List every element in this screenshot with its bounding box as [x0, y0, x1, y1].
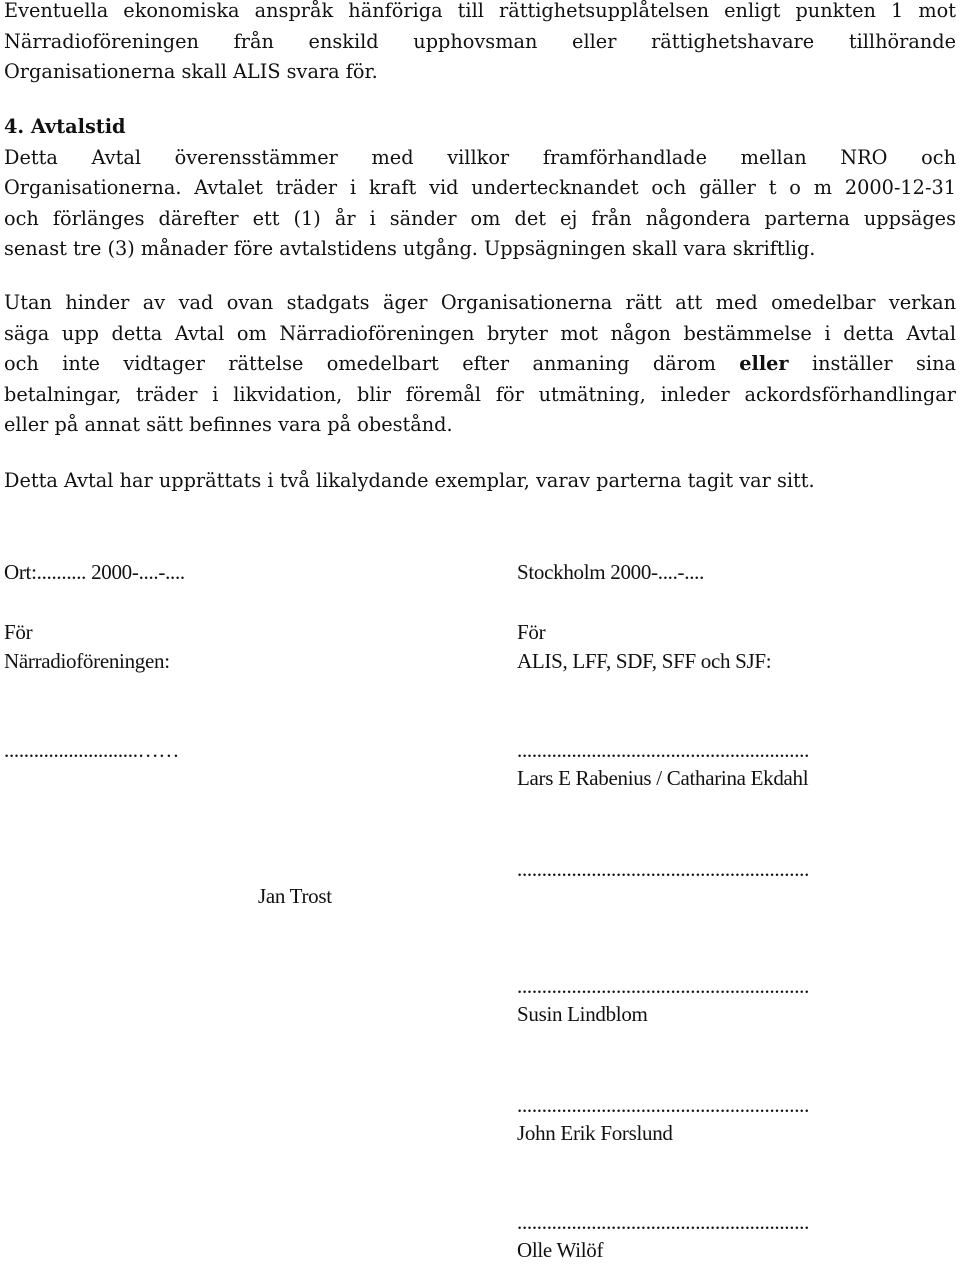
- right-signature-line: ...........................................................: [517, 857, 810, 881]
- section-heading: 4. Avtalstid: [4, 115, 126, 138]
- right-signatory-name: Lars E Rabenius / Catharina Ekdahl: [517, 766, 809, 790]
- left-party: Närradioföreningen:: [4, 649, 170, 673]
- right-party: ALIS, LFF, SDF, SFF och SJF:: [517, 649, 772, 673]
- line-text: och inte vidtager rättelse omedelbart efter anmaning därom: [4, 352, 740, 375]
- right-signature-line: ...........................................................: [517, 1210, 810, 1234]
- right-signatory-name: Olle Wilöf: [517, 1238, 604, 1262]
- termination-paragraph: [4, 288, 956, 441]
- right-for-label: För: [517, 620, 546, 644]
- paragraph-line: säga upp detta Avtal om Närradioföreningen bryter mot någon bestämmelse i detta Avtal: [4, 321, 956, 345]
- right-place-date: Stockholm 2000-....-....: [517, 560, 705, 584]
- paragraph-line: Detta Avtal har upprättats i två likalydande exemplar, varav parterna tagit var sitt.: [4, 469, 815, 492]
- paragraph-line: Organisationerna skall ALIS svara för.: [4, 60, 378, 83]
- paragraph-line: Organisationerna. Avtalet träder i kraft vid undertecknandet och gäller t o m 2000-12-31: [4, 176, 956, 199]
- left-signatory-name: Jan Trost: [258, 884, 332, 908]
- paragraph-line: Utan hinder av vad ovan stadgats äger Organisationerna rätt att med omedelbar verkan: [4, 291, 956, 314]
- paragraph-line: Detta Avtal överensstämmer med villkor framförhandlade mellan NRO och: [4, 145, 956, 169]
- section-4-agreement-term: [4, 112, 956, 265]
- compensation-paragraph: [4, 0, 956, 88]
- left-for-label: För: [4, 620, 33, 644]
- paragraph-line: betalningar, träder i likvidation, blir föremål för utmätning, inleder ackordsförhandlingar: [4, 382, 956, 406]
- paragraph-line: eller på annat sätt befinnes vara på obestånd.: [4, 413, 453, 436]
- right-signatory-name: Susin Lindblom: [517, 1002, 648, 1026]
- line-text: inställer sina: [788, 352, 956, 375]
- copies-paragraph: [4, 466, 956, 497]
- paragraph-line: och förlänges därefter ett (1) år i sänder om det ej från någondera parterna uppsäges: [4, 206, 956, 230]
- right-signatory-name: John Erik Forslund: [517, 1121, 673, 1145]
- right-signature-line: ...........................................................: [517, 738, 810, 762]
- left-place-date: Ort:.......... 2000-....-....: [4, 560, 185, 584]
- paragraph-line: senast tre (3) månader före avtalstidens utgång. Uppsägningen skall vara skriftlig.: [4, 237, 816, 260]
- right-signature-line: ...........................................................: [517, 1093, 810, 1117]
- paragraph-line: Närradioföreningen från enskild upphovsman eller rättighetshavare tillhörande: [4, 29, 956, 53]
- paragraph-line: [4, 349, 956, 380]
- emphasized-word: eller: [739, 352, 789, 375]
- left-signature-line: ...........................……: [4, 738, 180, 762]
- paragraph-line: Eventuella ekonomiska anspråk hänföriga till rättighetsupplåtelsen enligt punkten 1 mot: [4, 0, 956, 22]
- right-signature-line: ...........................................................: [517, 974, 810, 998]
